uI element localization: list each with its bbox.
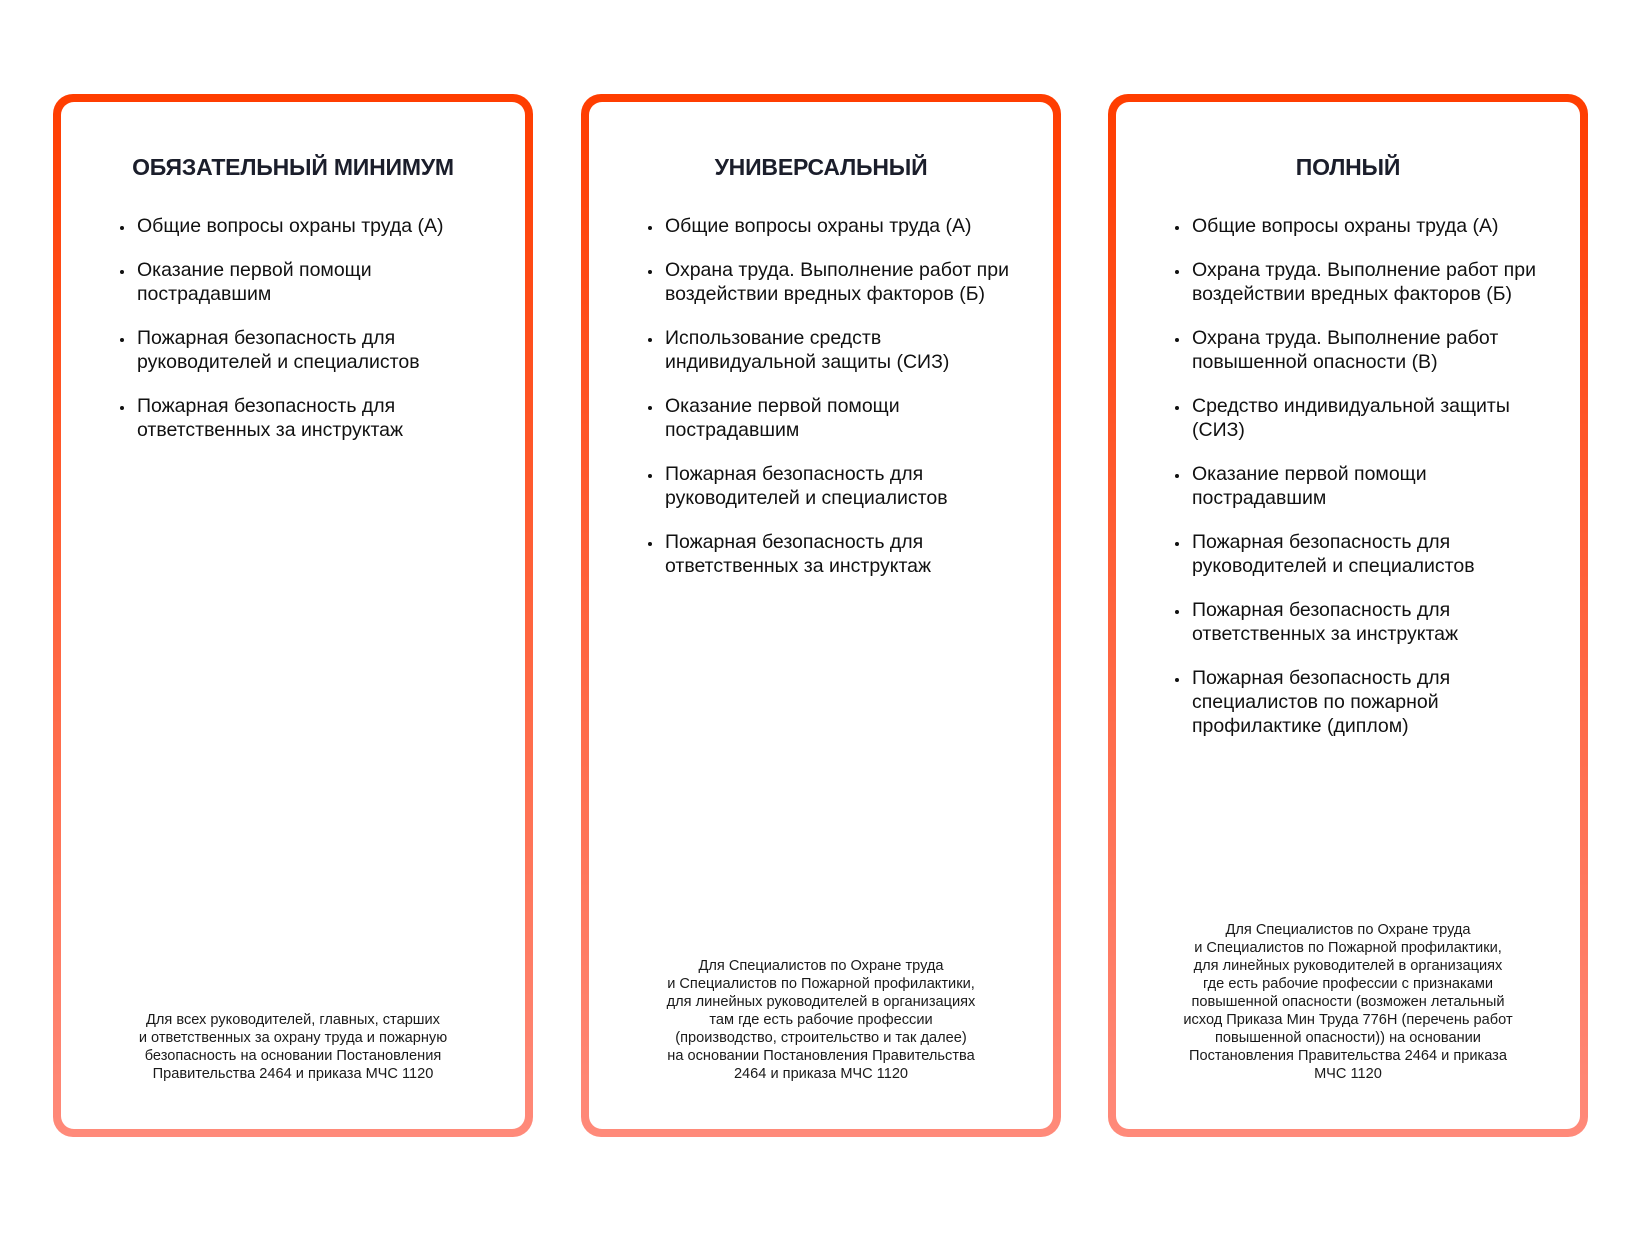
- course-item: • Пожарная безопасность для специалистов по пожарной профилактике (диплом): [1190, 666, 1560, 738]
- course-item: • Общие вопросы охраны труда (А): [663, 214, 1033, 238]
- plan-course-list: [1169, 214, 1560, 758]
- plan-audience-note: Для Специалистов по Охране труда и Специалистов по Пожарной профилактики, для линейных руководителей в организациях там где есть рабочие профессии (производство, строительство и так далее) на основании Постановления Правительства 2464 и приказа МЧС 1120: [666, 958, 976, 1082]
- course-item: • Пожарная безопасность для ответственных за инструктаж: [1190, 598, 1560, 646]
- course-item: • Охрана труда. Выполнение работ при воздействии вредных факторов (Б): [663, 258, 1033, 306]
- plan-audience-note: Для всех руководителей, главных, старших и ответственных за охрану труда и пожарную безопасность на основании Постановления Правительства 2464 и приказа МЧС 1120: [138, 1012, 448, 1082]
- course-item: • Оказание первой помощи пострадавшим: [1190, 462, 1560, 510]
- course-item: • Общие вопросы охраны труда (А): [135, 214, 505, 238]
- plan-card-body: [61, 102, 525, 1129]
- plan-card-full: [1108, 94, 1588, 1137]
- course-item: • Охрана труда. Выполнение работ повышенной опасности (В): [1190, 326, 1560, 374]
- plan-title: ПОЛНЫЙ: [1295, 154, 1401, 180]
- course-item: • Средство индивидуальной защиты (СИЗ): [1190, 394, 1560, 442]
- plan-audience-note: Для Специалистов по Охране труда и Специалистов по Пожарной профилактики, для линейных руководителей в организациях где есть рабочие профессии с признаками повышенной опасности (возможен летальный исход Приказа Мин Труда 776Н (перечень работ повышенной опасности)) на основании Постановления Правительства 2464 и приказа МЧС 1120: [1183, 922, 1513, 1082]
- course-item: • Использование средств индивидуальной защиты (СИЗ): [663, 326, 1033, 374]
- plan-card-universal: [581, 94, 1061, 1137]
- plan-card-minimum: [53, 94, 533, 1137]
- plan-course-list: [114, 214, 505, 462]
- course-item: • Охрана труда. Выполнение работ при воздействии вредных факторов (Б): [1190, 258, 1560, 306]
- course-item: • Пожарная безопасность для ответственных за инструктаж: [135, 394, 505, 442]
- plan-course-list: [642, 214, 1033, 598]
- course-item: • Оказание первой помощи пострадавшим: [135, 258, 505, 306]
- plan-card-body: [1116, 102, 1580, 1129]
- course-item: • Общие вопросы охраны труда (А): [1190, 214, 1560, 238]
- course-item: • Пожарная безопасность для ответственных за инструктаж: [663, 530, 1033, 578]
- plan-card-body: [589, 102, 1053, 1129]
- course-item: • Пожарная безопасность для руководителей и специалистов: [663, 462, 1033, 510]
- course-item: • Пожарная безопасность для руководителей и специалистов: [135, 326, 505, 374]
- course-item: • Оказание первой помощи пострадавшим: [663, 394, 1033, 442]
- plan-title: УНИВЕРСАЛЬНЫЙ: [714, 154, 928, 180]
- course-item: • Пожарная безопасность для руководителей и специалистов: [1190, 530, 1560, 578]
- plan-title: ОБЯЗАТЕЛЬНЫЙ МИНИМУМ: [132, 154, 454, 180]
